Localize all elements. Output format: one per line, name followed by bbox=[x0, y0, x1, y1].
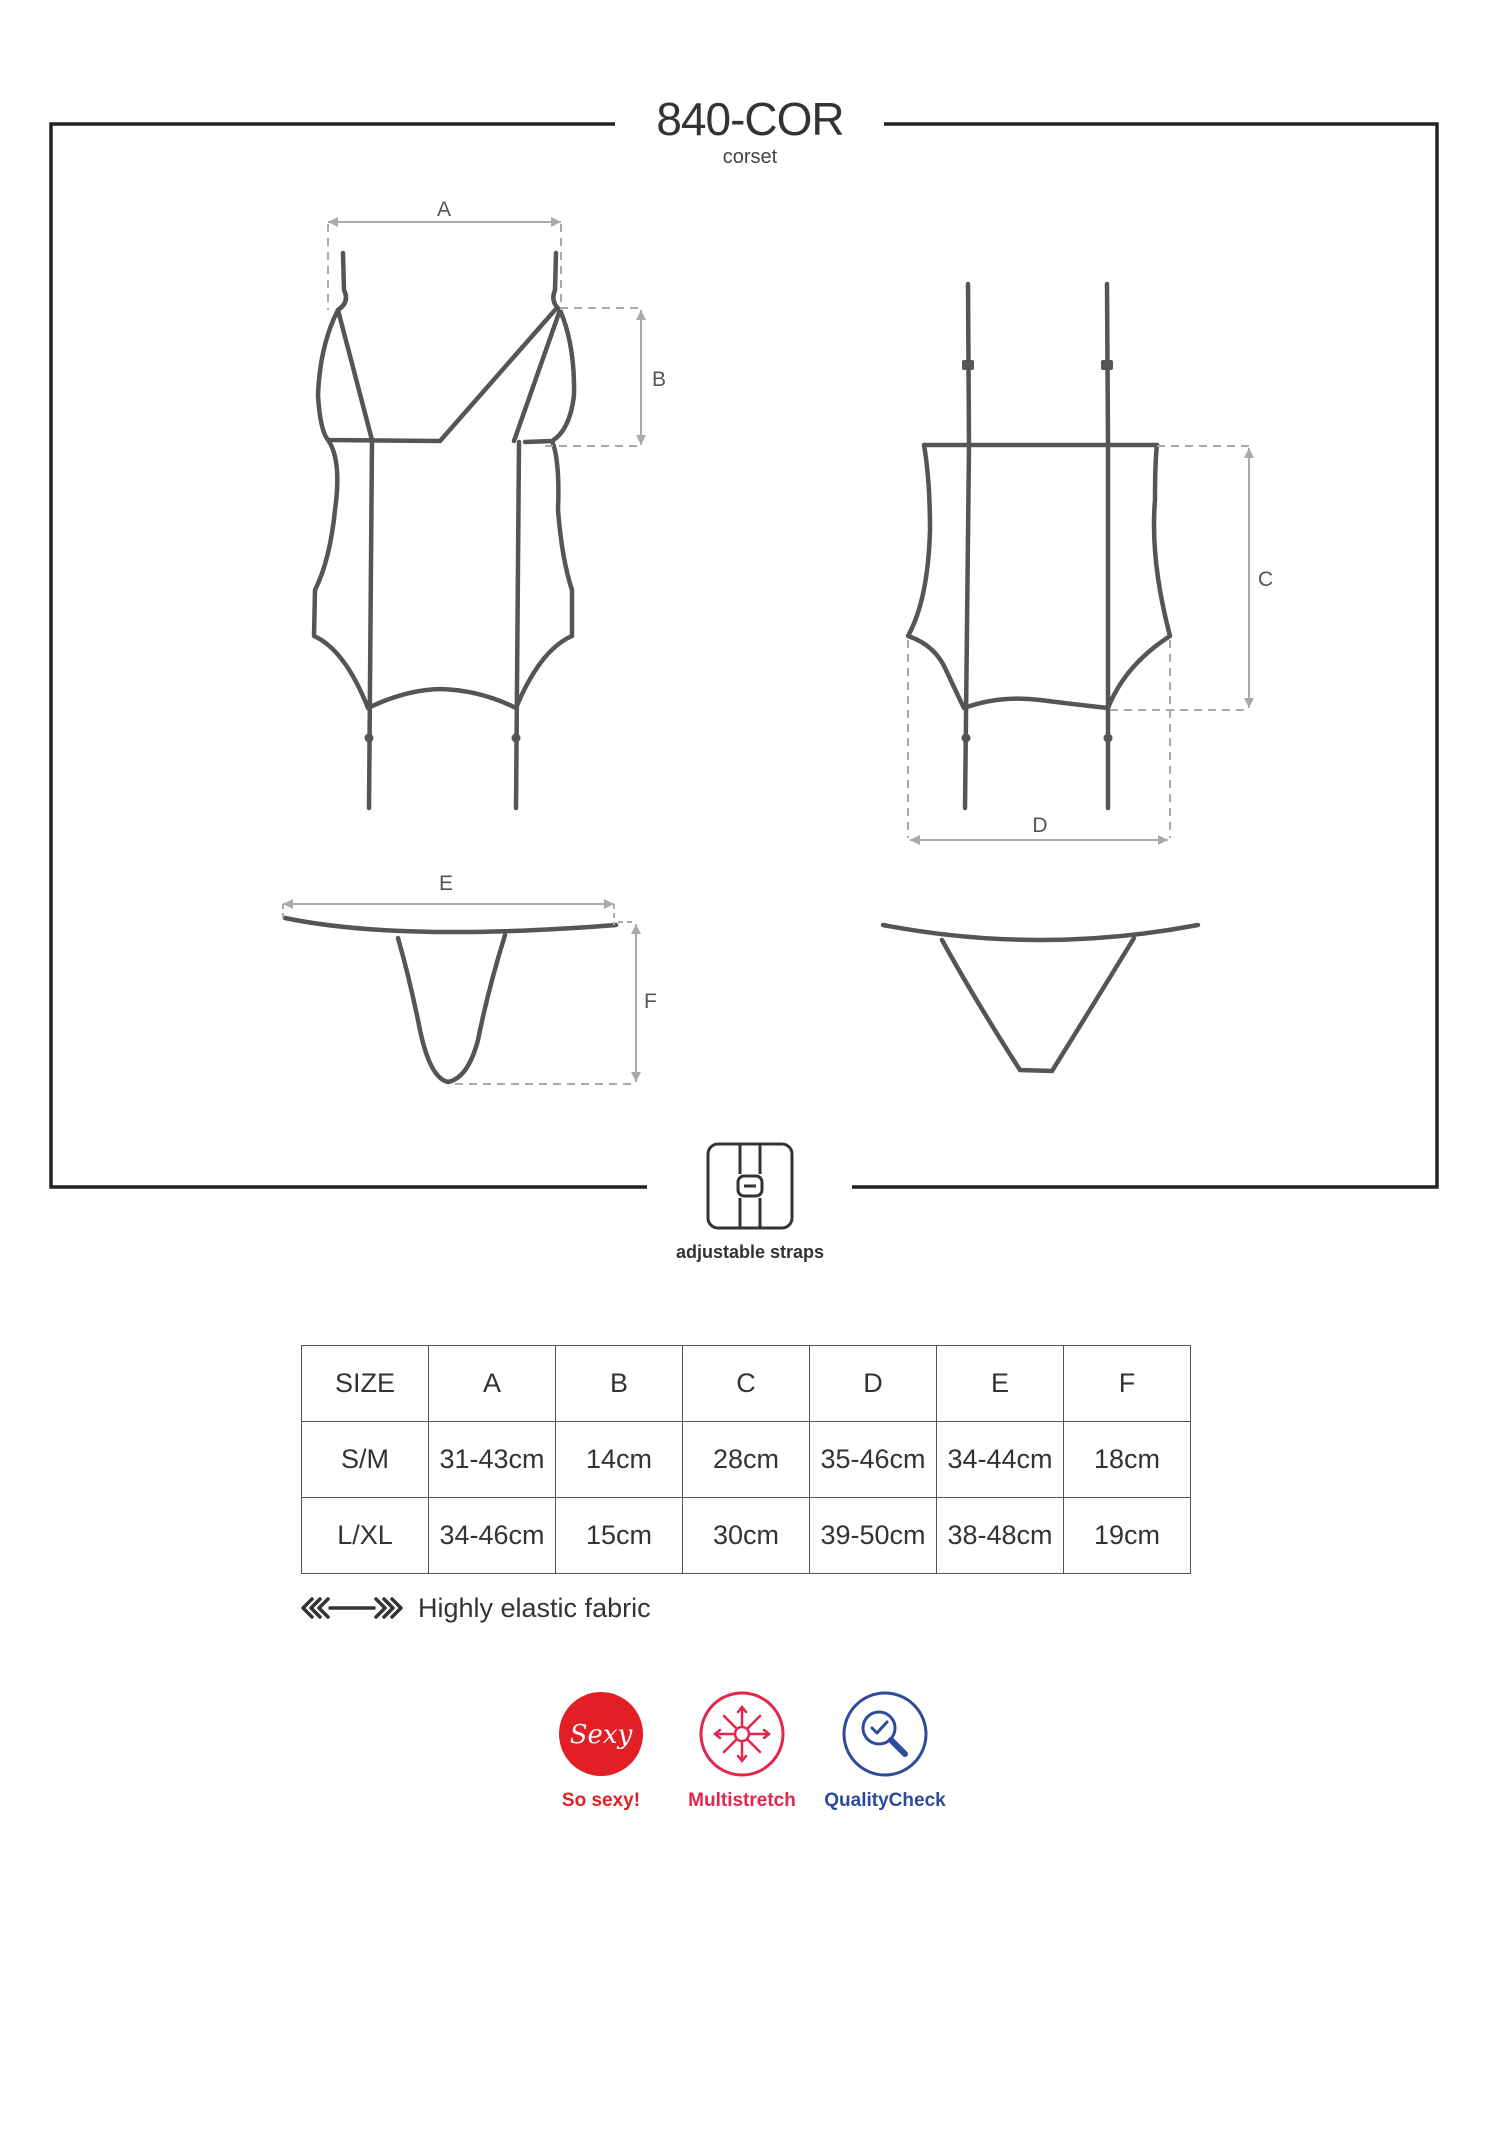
strap-sliders-back bbox=[962, 360, 1114, 743]
table-cell: 38-48cm bbox=[937, 1498, 1064, 1574]
table-cell: L/XL bbox=[302, 1498, 429, 1574]
dim-label-f: F bbox=[644, 990, 657, 1013]
elastic-fabric-text: Highly elastic fabric bbox=[418, 1592, 651, 1623]
badge-label: Multistretch bbox=[688, 1790, 796, 1811]
table-cell: 19cm bbox=[1064, 1498, 1191, 1574]
badge-label: So sexy! bbox=[561, 1790, 641, 1811]
feature-adjustable-straps: adjustable straps bbox=[675, 1242, 825, 1262]
table-row bbox=[302, 1498, 1191, 1574]
garter-clips-front bbox=[365, 734, 521, 743]
adjustable-strap-icon bbox=[708, 1144, 792, 1228]
badge-so-sexy bbox=[521, 1690, 681, 1812]
multistretch-icon bbox=[698, 1690, 786, 1778]
table-cell: S/M bbox=[302, 1422, 429, 1498]
dim-label-a: A bbox=[436, 198, 452, 221]
table-cell: 39-50cm bbox=[810, 1498, 937, 1574]
table-header-cell: E bbox=[937, 1346, 1064, 1422]
table-header-cell: SIZE bbox=[302, 1346, 429, 1422]
dim-label-d: D bbox=[1032, 814, 1048, 837]
sexy-icon-text: Sexy bbox=[569, 1720, 633, 1750]
dimension-guides bbox=[283, 222, 1249, 1084]
table-cell: 15cm bbox=[556, 1498, 683, 1574]
thong-back-drawing bbox=[883, 925, 1198, 1071]
corset-front-drawing bbox=[314, 253, 574, 808]
table-cell: 34-46cm bbox=[429, 1498, 556, 1574]
frame-border bbox=[51, 124, 1437, 1187]
dim-label-c: C bbox=[1258, 568, 1274, 591]
table-cell: 18cm bbox=[1064, 1422, 1191, 1498]
dim-label-e: E bbox=[438, 872, 454, 895]
table-header-cell: D bbox=[810, 1346, 937, 1422]
sexy-icon bbox=[557, 1690, 645, 1778]
table-cell: 30cm bbox=[683, 1498, 810, 1574]
table-header-cell: A bbox=[429, 1346, 556, 1422]
table-row bbox=[302, 1422, 1191, 1498]
elastic-fabric-note bbox=[300, 1590, 651, 1626]
badge-label: QualityCheck bbox=[824, 1790, 946, 1811]
table-header-cell: C bbox=[683, 1346, 810, 1422]
table-header-cell: B bbox=[556, 1346, 683, 1422]
dim-label-b: B bbox=[652, 368, 667, 391]
magnifier-check-icon bbox=[841, 1690, 929, 1778]
product-type: corset bbox=[722, 146, 778, 168]
table-cell: 35-46cm bbox=[810, 1422, 937, 1498]
size-table bbox=[301, 1345, 1191, 1574]
table-cell: 28cm bbox=[683, 1422, 810, 1498]
table-cell: 14cm bbox=[556, 1422, 683, 1498]
badge-quality-check bbox=[805, 1690, 965, 1812]
badge-multistretch bbox=[662, 1690, 822, 1812]
table-cell: 34-44cm bbox=[937, 1422, 1064, 1498]
product-code: 840-COR bbox=[656, 93, 844, 145]
double-arrow-icon bbox=[300, 1596, 404, 1620]
table-header-cell: F bbox=[1064, 1346, 1191, 1422]
size-table-header bbox=[302, 1346, 1191, 1422]
thong-front-drawing bbox=[285, 918, 616, 1082]
corset-back-drawing bbox=[908, 284, 1170, 808]
table-cell: 31-43cm bbox=[429, 1422, 556, 1498]
